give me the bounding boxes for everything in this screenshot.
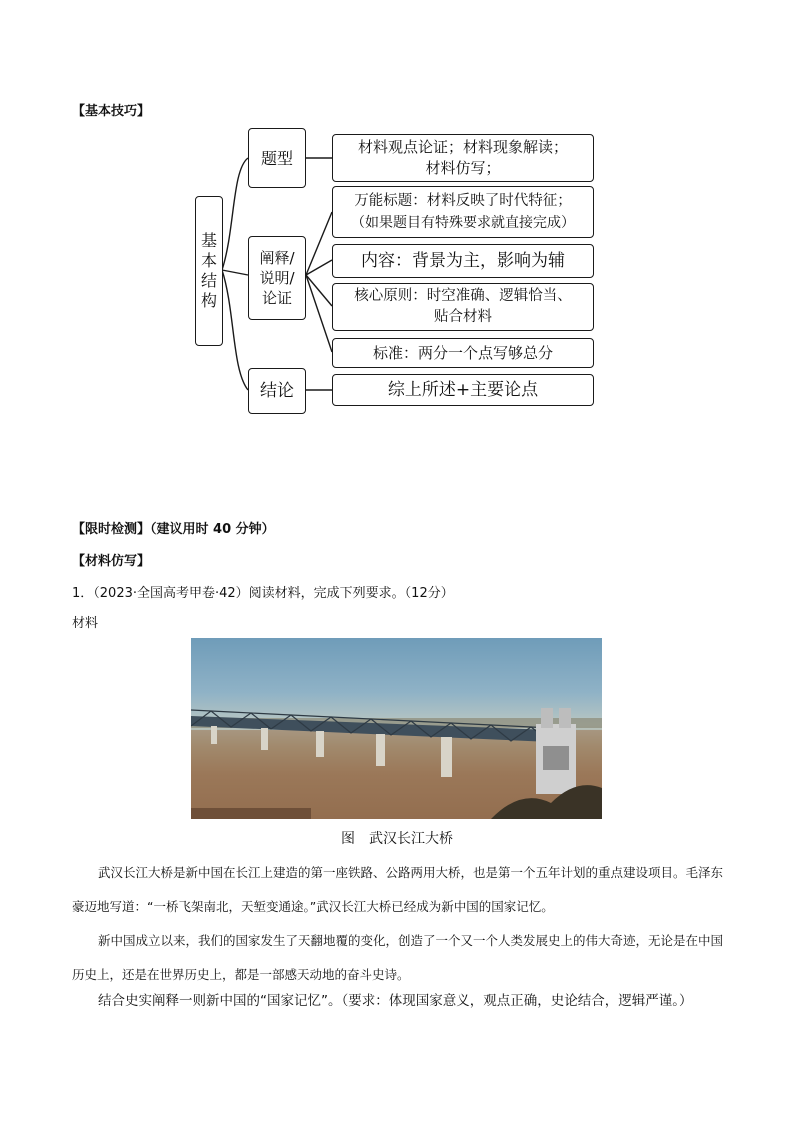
connector-root-explain <box>222 270 248 275</box>
section-heading-basic-skills: 【基本技巧】 <box>72 104 151 119</box>
connector-explain-item-2 <box>306 260 332 275</box>
connector-explain-item-3 <box>306 275 332 306</box>
paragraph-3 <box>72 984 732 1018</box>
item-text-line: 标准：两分一个点写够总分 <box>372 343 553 362</box>
root-box <box>195 196 223 346</box>
branch-conclusion-box <box>248 368 306 414</box>
bridge-photo <box>191 638 602 819</box>
paragraph-text: 新中国成立以来，我们的国家发生了天翻地覆的变化，创造了一个又一个人类发展史上的伟大奇迹，无论是在中国历史上，还是在世界历史上，都是一部感天动地的奋斗史诗。 <box>72 933 724 982</box>
root-char: 基 <box>200 231 217 250</box>
branch-conclusion-label: 结论 <box>260 380 294 401</box>
connector-explain-item-1 <box>306 212 332 275</box>
question-header <box>72 582 454 601</box>
item-text-line: 综上所述+主要论点 <box>387 379 539 400</box>
root-char: 构 <box>200 291 217 310</box>
paragraph-1 <box>72 856 732 924</box>
root-char: 结 <box>200 271 217 290</box>
connector-root-type <box>222 158 248 270</box>
item-explain-standard-box <box>332 338 594 368</box>
item-text-line: 材料观点论证；材料现象解读； <box>357 138 568 156</box>
branch-type-label: 题型 <box>260 148 293 168</box>
item-type-box <box>332 134 594 182</box>
item-explain-content-box <box>332 244 594 278</box>
branch-explain-label-line: 论证 <box>261 289 292 307</box>
item-explain-title-box <box>332 186 594 238</box>
paragraph-text: 武汉长江大桥是新中国在长江上建造的第一座铁路、公路两用大桥，也是第一个五年计划的重点建设项目。毛泽东豪迈地写道：“一桥飞架南北，天堑变通途。”武汉长江大桥已经成为新中国的国家记忆。 <box>72 865 724 914</box>
item-text-line: 核心原则：时空准确、逻辑恰当、 <box>354 288 572 304</box>
item-text-line: 贴合材料 <box>434 309 492 325</box>
item-text-line: （如果题目有特殊要求就直接完成） <box>351 215 575 231</box>
item-explain-principle-box <box>332 283 594 331</box>
item-text-line: 万能标题：材料反映了时代特征； <box>354 193 572 209</box>
branch-explain-box <box>248 236 306 320</box>
section-heading-timed-test <box>72 518 275 537</box>
timed-test-suggestion: （建议用时 40 分钟） <box>150 522 275 537</box>
paragraph-2 <box>72 924 732 992</box>
paragraph-text: 结合史实阐释一则新中国的“国家记忆”。（要求：体现国家意义，观点正确，史论结合，逻辑严谨。） <box>98 993 693 1009</box>
root-char: 本 <box>200 251 217 270</box>
connector-root-conclusion <box>222 270 248 390</box>
connector-explain-item-4 <box>306 275 332 352</box>
bridge-illustration <box>191 638 602 819</box>
branch-type-box <box>248 128 306 188</box>
branch-explain-label-line: 说明/ <box>259 269 295 287</box>
timed-test-label: 【限时检测】 <box>72 522 151 537</box>
item-text-line: 材料仿写； <box>425 159 501 177</box>
photo-caption: 图 武汉长江大桥 <box>341 831 453 847</box>
question-number: 1． <box>72 586 94 601</box>
material-label: 材料 <box>72 616 99 631</box>
item-text-line: 内容：背景为主，影响为辅 <box>361 250 565 271</box>
question-source: （2023·全国高考甲卷·42）阅读材料，完成下列要求。（12分） <box>93 586 454 601</box>
branch-explain-label-line: 阐释/ <box>259 249 295 267</box>
section-heading-imitation: 【材料仿写】 <box>72 554 151 569</box>
item-conclusion-box <box>332 374 594 406</box>
